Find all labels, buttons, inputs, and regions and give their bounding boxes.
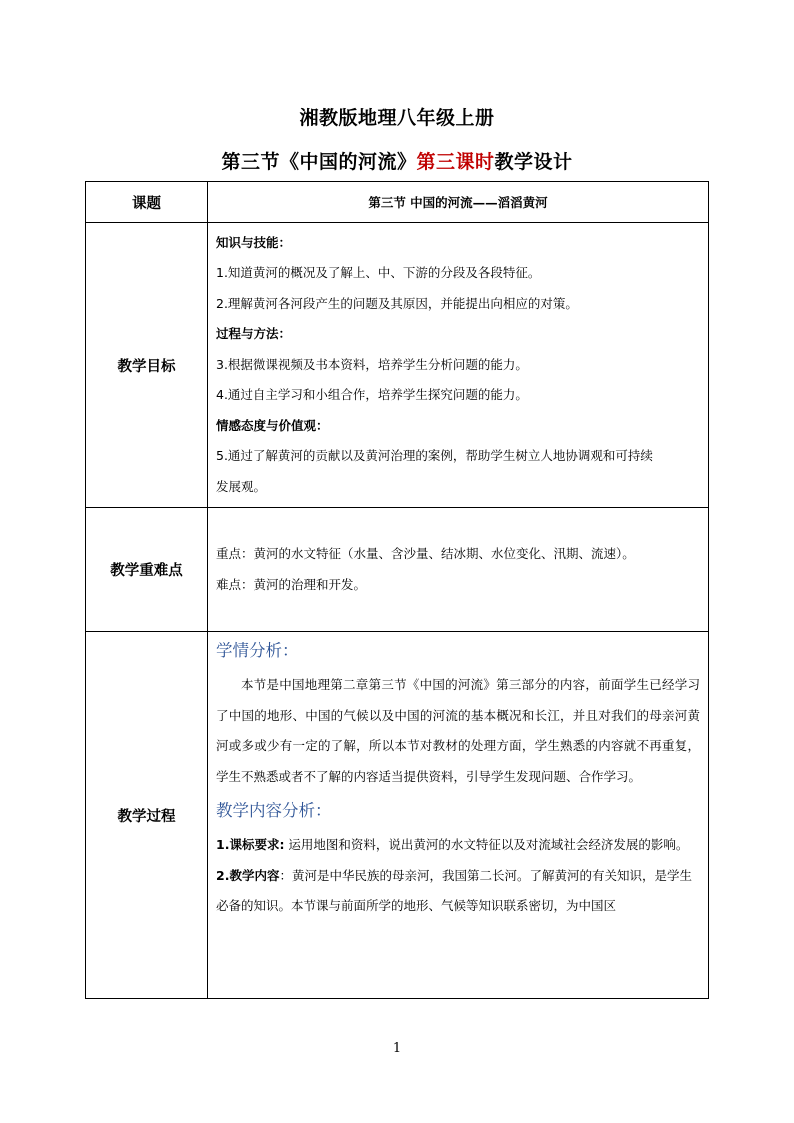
page-number: 1 xyxy=(392,1041,402,1056)
process-section2-title: 教学内容分析： xyxy=(216,801,332,820)
process-item-1-label: 1.课标要求: xyxy=(216,837,285,852)
process-item-2 xyxy=(216,861,700,922)
goals-line-5b: 发展观。 xyxy=(216,478,267,494)
keypoints-content xyxy=(208,508,709,632)
process-item-2-text: ：黄河是中华民族的母亲河，我国第二长河。了解黄河的有关知识，是学生必备的知识。本节课与前面所学的地形、气候等知识联系密切，为中国区 xyxy=(216,867,692,913)
goals-heading-values: 情感态度与价值观： xyxy=(216,417,329,433)
document-subtitle xyxy=(0,147,794,174)
goals-label: 教学目标 xyxy=(86,223,208,508)
subtitle-design: 教学设计 xyxy=(494,151,573,173)
process-item-1-text: 运用地图和资料，说出黄河的水文特征以及对流域社会经济发展的影响。 xyxy=(284,837,689,852)
goals-line-5a: 5.通过了解黄河的贡献以及黄河治理的案例，帮助学生树立人地协调观和可持续 xyxy=(216,448,653,464)
goals-heading-process: 过程与方法： xyxy=(216,326,292,342)
process-section1-title: 学情分析： xyxy=(216,641,299,660)
document-title: 湘教版地理八年级上册 xyxy=(299,107,495,129)
process-item-2-label: 2.教学内容 xyxy=(216,867,280,883)
table-row-process xyxy=(86,632,709,999)
goals-line-1: 1.知道黄河的概况及了解上、中、下游的分段及各段特征。 xyxy=(216,265,541,281)
keypoint-key: 重点：黄河的水文特征（水量、含沙量、结冰期、水位变化、汛期、流速）。 xyxy=(216,546,635,561)
goals-line-2: 2.理解黄河各河段产生的问题及其原因，并能提出向相应的对策。 xyxy=(216,295,578,311)
process-content xyxy=(208,632,709,999)
process-section1-text: 本节是中国地理第二章第三节《中国的河流》第三部分的内容，前面学生已经学习了中国的地形、中国的气候以及中国的河流的基本概况和长江，并且对我们的母亲河黄河或多或少有一定的了解，所以本节对教材的处理方面，学生熟悉的内容就不再重复，学生不熟悉或者不了解的内容适当提供资料，引导学生发现问题、合作学习。 xyxy=(216,677,700,784)
goals-content xyxy=(208,223,709,508)
keypoint-hard: 难点：黄河的治理和开发。 xyxy=(216,576,367,592)
table-row-topic xyxy=(86,182,709,223)
goals-line-3: 3.根据微课视频及书本资料，培养学生分析问题的能力。 xyxy=(216,356,528,372)
topic-label: 课题 xyxy=(86,182,208,223)
goals-heading-knowledge: 知识与技能： xyxy=(216,234,292,250)
table-row-goals xyxy=(86,223,709,508)
table-row-keypoints xyxy=(86,508,709,632)
process-label: 教学过程 xyxy=(86,632,208,999)
keypoints-label: 教学重难点 xyxy=(86,508,208,632)
process-item-1 xyxy=(216,830,700,861)
lesson-plan-table xyxy=(85,181,709,999)
goals-line-4: 4.通过自主学习和小组合作，培养学生探究问题的能力。 xyxy=(216,387,528,403)
subtitle-section: 第三节《中国的河流》 xyxy=(221,151,417,173)
subtitle-lesson: 第三课时 xyxy=(416,151,495,173)
topic-value: 第三节 中国的河流——滔滔黄河 xyxy=(208,182,709,223)
